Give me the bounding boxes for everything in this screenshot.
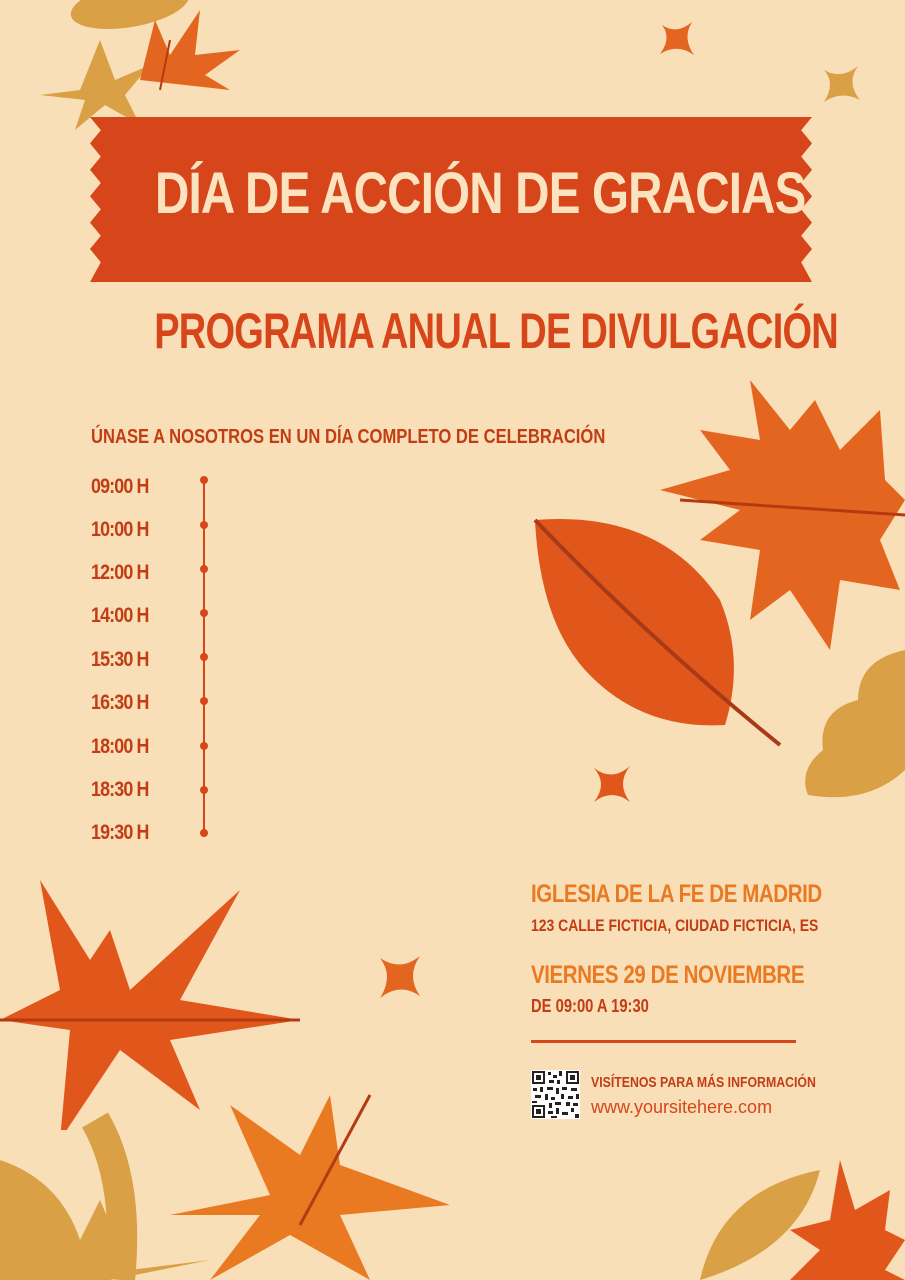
sparkle-icon <box>374 948 426 1004</box>
leaf-bottom-center-icon <box>170 1085 460 1280</box>
website-link[interactable]: www.yoursitehere.com <box>591 1097 773 1117</box>
timeline-dot <box>200 476 208 484</box>
sparkle-icon <box>818 60 864 106</box>
venue-address: 123 CALLE FICTICIA, CIUDAD FICTICIA, ES <box>531 916 819 935</box>
timeline-dot <box>200 786 208 794</box>
schedule-fine-print <box>230 627 548 633</box>
schedule-time: 09:00 H <box>91 475 149 498</box>
schedule-time: 16:30 H <box>91 691 149 714</box>
page-title: DÍA DE ACCIÓN DE GRACIAS <box>154 161 806 226</box>
timeline-dot <box>200 742 208 750</box>
sparkle-icon <box>652 10 702 65</box>
divider <box>531 1040 796 1043</box>
timeline-dot <box>200 829 208 837</box>
leaf-gold-right-icon <box>798 640 905 805</box>
schedule-time: 15:30 H <box>91 648 149 671</box>
sparkle-icon <box>588 760 636 808</box>
event-date: VIERNES 29 DE NOVIEMBRE <box>531 961 805 989</box>
event-hours: DE 09:00 A 19:30 <box>531 996 649 1016</box>
visit-label: VISÍTENOS PARA MÁS INFORMACIÓN <box>591 1074 816 1091</box>
timeline-dot <box>200 653 208 661</box>
leaf-bottom-right-icon <box>690 1150 905 1280</box>
timeline-dot <box>200 609 208 617</box>
schedule-time: 12:00 H <box>91 561 149 584</box>
timeline-dot <box>200 565 208 573</box>
schedule-time: 10:00 H <box>91 518 149 541</box>
qr-code-icon[interactable] <box>531 1070 580 1119</box>
schedule-time: 18:30 H <box>91 778 149 801</box>
page-subtitle: PROGRAMA ANUAL DE DIVULGACIÓN <box>154 303 838 359</box>
timeline-dot <box>200 697 208 705</box>
schedule-time: 14:00 H <box>91 604 149 627</box>
schedule-intro: ÚNASE A NOSOTROS EN UN DÍA COMPLETO DE CELEBRACIÓN <box>91 426 606 448</box>
timeline-dot <box>200 521 208 529</box>
schedule-time: 18:00 H <box>91 735 149 758</box>
leaf-center-icon <box>530 510 790 760</box>
venue-name: IGLESIA DE LA FE DE MADRID <box>531 880 822 908</box>
schedule-time: 19:30 H <box>91 821 149 844</box>
